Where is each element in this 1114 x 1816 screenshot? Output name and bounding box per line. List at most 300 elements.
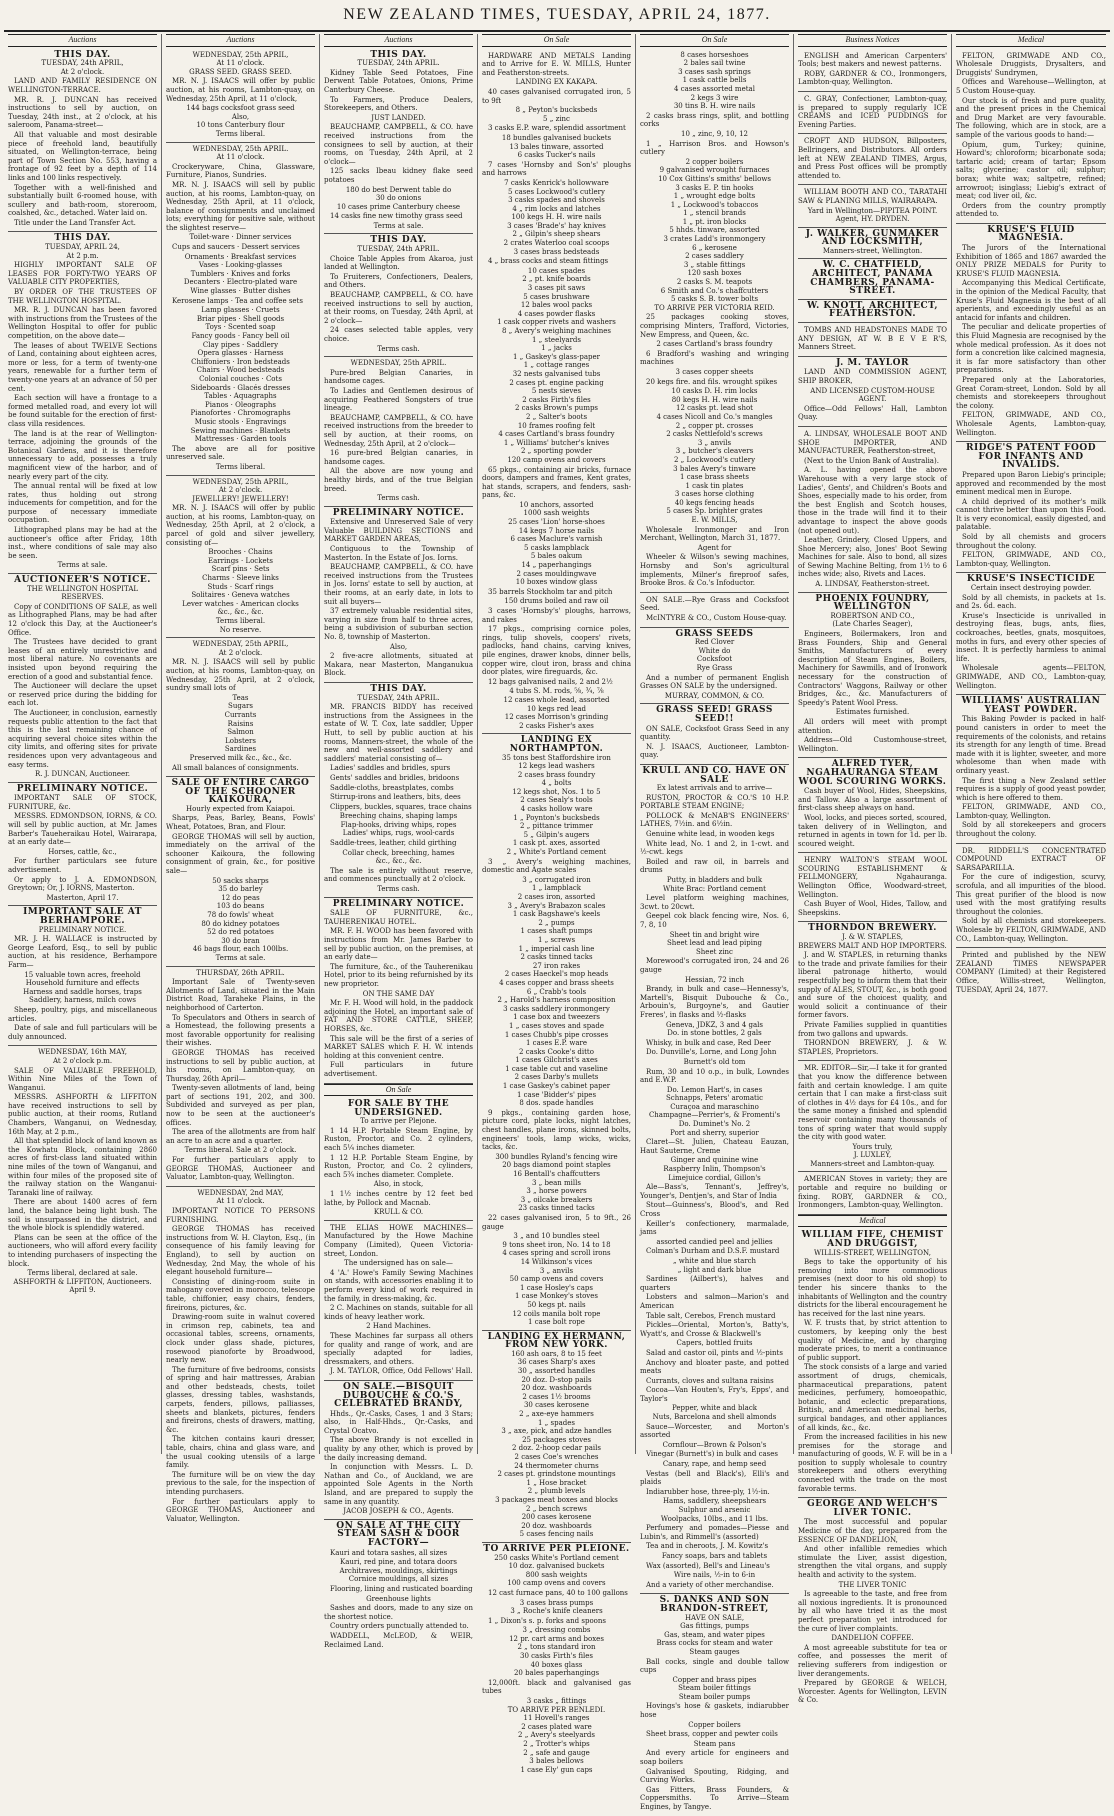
ad-line: 4 cases assorted metal [674, 84, 755, 93]
ad-line: Ladies' whips, rugs, wool-cards [342, 829, 455, 838]
ad-line: TUESDAY, 24th APRIL. [357, 693, 440, 702]
ad-line: Cash buyer of Wool, Hides, Sheepskins, and Tallow. Also a large assortment of first-class sheep always on hand. [798, 787, 947, 813]
ad-line: Raspberry Inlin, Thompson's [663, 1165, 766, 1174]
ad-line: Ornaments · Breakfast services [184, 252, 297, 261]
ad-line: 2 five-acre allotments, situated at Makara, near Masterton, Manganukua Block. [324, 652, 473, 678]
advertisement [324, 49, 473, 235]
ad-line: 14 Wilkinson's vices [520, 1257, 593, 1266]
ad-line: 25 cases 'Lion' horse-shoes [508, 518, 605, 527]
ad-line: Country orders punctually attended to. [330, 1622, 469, 1631]
ad-line: Address—Old Customhouse-street, Wellington. [798, 736, 947, 753]
ad-line: 30 casks Firth's files [519, 1652, 594, 1661]
ad-line: Extensive and Unreserved Sale of very Valuable BUILDING SECTIONS and MARKET GARDEN AREAS, [324, 518, 473, 544]
ad-line: All the above are now young and healthy birds, and of the true Belgian breed. [324, 467, 473, 493]
ad-line: Gas fittings, pumps [680, 1622, 749, 1631]
ad-line: 2 casks Fisher's axes [519, 721, 594, 730]
ad-line: FELTON, GRIMWADE AND CO., Wholesale Druggists, Drysalters, and Druggists' Sundrymen, [956, 51, 1106, 77]
ad-line: Cups and saucers · Dessert services [172, 243, 300, 252]
ad-line: Gents' saddles and bridles, bridoons [330, 773, 460, 782]
ad-line: McINTYRE & CO., Custom House-quay. [646, 614, 787, 622]
ad-line: 3 bales bellows [529, 1757, 584, 1766]
ad-line: 300 bundles Ryland's fencing wire [495, 1152, 618, 1161]
ad-line: 2 casks tinned tacks [520, 953, 593, 962]
ad-line: Morewood's corrugated iron, 24 and 26 gauge [640, 957, 789, 974]
ad-line: MR. F. H. WOOD has been favored with instructions from Mr. James Barber to sell by public auction, on the premises, at an early date— [324, 927, 473, 962]
ad-line: 2 casks Nettlefold's screws [666, 430, 763, 439]
ad-line: THURSDAY, 26th APRIL. [196, 968, 285, 977]
ad-line: Contiguous to the Township of Masterton. In the Estate of Jos. Iorns. [324, 545, 473, 562]
ad-line: 2 cases Sealy's tools [520, 796, 593, 805]
ad-line: 10 Cox Gittins's smiths' bellows [658, 174, 771, 183]
ad-line: 2 „ pumps [538, 918, 575, 927]
ad-line: And a variety of other merchandise. [646, 1580, 774, 1589]
ad-line: 2 cases Coe's wrenches [514, 1453, 599, 1461]
ad-line: 65 pkgs., containing air bricks, furnace doors, dampers and frames, Kent grates, hat stands, scrapers, and fenders, sash-pans, &c. [482, 465, 631, 500]
ad-line: 2 cases brass foundry [517, 770, 596, 779]
ad-line: Tea and in cheroots, J. M. Kowitz's [646, 1542, 769, 1551]
ad-line: 2 C. Machines on stands, suitable for all kinds of heavy leather work. [324, 1304, 473, 1321]
ad-line: 10 doz. galvanised buckets [508, 1562, 605, 1571]
ad-line: „ light and dark blue [677, 1265, 752, 1274]
advertisement [324, 1221, 473, 1381]
ad-line: AND LICENSED CUSTOM-HOUSE AGENT. [810, 386, 935, 404]
ad-line: The Jurors of the International Exhibition of 1865 and 1867 awarded the ONLY PRIZE MEDALS for Purity to KRUSE'S FLUID MAGNESIA. [956, 244, 1106, 278]
ad-line: Hams, saddlery, sheepshears [662, 1497, 767, 1506]
ad-line: Saddlery, harness, milch cows [29, 996, 136, 1005]
column-4 [478, 34, 636, 1774]
ad-line: All that valuable and most desirable piece of freehold land, beautifully situated, on Wellington-terrace, being part of Town Section No. 553, having a frontage of 92 feet by a depth of 114 links and 100 links respectively. [8, 130, 157, 182]
advertisement [798, 758, 947, 853]
ad-line: WILLIAMS' AUSTRALIAN YEAST POWDER. [961, 696, 1101, 715]
advertisement [956, 844, 1106, 949]
ad-line: 3 „ dressing combs [522, 1626, 591, 1635]
ad-line: 5 cases brushware [523, 292, 590, 301]
ad-line: KRUSE'S INSECTICIDE [966, 574, 1096, 585]
ad-line: Rum, 30 and 10 o.p., in bulk, Lowndes and E.W.P. [640, 1067, 789, 1085]
ad-line: Teas [232, 693, 249, 702]
ad-line: THE WELLINGTON HOSPITAL RESERVES. [26, 584, 139, 602]
ad-line: 5 hhds. tinware, assorted [669, 226, 760, 235]
advertisement [798, 259, 947, 299]
ad-line: TO ARRIVE PER VICTORIA REID. [654, 303, 775, 312]
ad-line: Fancy soaps, bars and tablets [661, 1551, 768, 1560]
ad-line: „ white and blue starch [672, 1256, 757, 1265]
ad-line: White Brac: Portland cement [663, 884, 766, 893]
ad-line: GRASS SEED. GRASS SEED. [189, 67, 292, 76]
ad-line: The Trustees have decided to grant leases of an entirely unrestrictive and most liberal nature. No covenants are insisted upon beyond requiring the erection of a good and substantial fence. [8, 638, 157, 681]
ad-line: The first thing a New Zealand settler requires is a supply of good yeast powder, which is here offered to them. [956, 776, 1106, 802]
ad-line: 2 cases plated ware [521, 1722, 592, 1731]
ad-line: 2 „ Trotter's whips [523, 1740, 590, 1748]
ad-line: Chiffoniers · Iron bedsteads [191, 357, 290, 366]
ad-line: LAND AND COMMISSION AGENT, SHIP BROKER, [798, 368, 947, 385]
ad-line: 2 „ Harold's harness composition [497, 996, 616, 1005]
ad-line: Choice Table Apples from Akaroa, just landed at Wellington. [324, 254, 473, 272]
ad-line: GEORGE THOMAS has received instructions to sell by public auction, at his rooms, on Lambton-quay, on Thursday, 26th April— [166, 1048, 315, 1083]
advertisement [166, 967, 315, 1187]
ad-line: 1 case Ely' gun caps [520, 1765, 593, 1774]
ad-line: FELTON, GRIMWADE, AND CO., Lambton-quay, Wellington. [956, 803, 1106, 820]
ad-line: Orders from the country promptly attended to. [956, 201, 1106, 219]
ad-line: To Ladies and Gentlemen desirous of acquiring Feathered Songsters of true lineage. [324, 386, 473, 413]
ad-line: Crockeryware, China, Glassware, Furniture, Pianos, Sundries. [166, 162, 315, 180]
ad-line: 5 nests sieves [531, 387, 582, 396]
advertisement [798, 1229, 947, 1498]
ad-line: 1 „ Poynton's bucksbeds [513, 813, 600, 822]
ad-line: &c., &c., &c. [375, 857, 422, 866]
column-header: On Sale [640, 34, 789, 47]
ad-line: 4 tubs S. M. rods, ⅝, ¾, ⅞ [509, 687, 604, 696]
ad-line: Port and sherry, superior [670, 1128, 759, 1137]
ad-line: 100 kegs H. H. wire nails [511, 213, 602, 222]
ad-line: Do. Dunville's, Lorne, and Long John [646, 1048, 777, 1057]
ad-line: 2 „ bench screws [526, 1504, 587, 1513]
ad-line: 2 „ sporting powder [520, 447, 593, 456]
ad-line: Pepper, white and black [671, 1404, 758, 1413]
ad-line: IMPORTANT SALE AT BERHAMPORE. [23, 907, 142, 926]
ad-line: 200 cases kerosene [521, 1513, 592, 1522]
ad-line: To arrive per Plejone. [360, 1117, 437, 1126]
ad-line: 50 sacks sharps [212, 876, 269, 885]
ad-line: assorted candied peel and jellies [656, 1237, 773, 1246]
ad-line: The peculiar and delicate properties of this Fluid Magnesia are recognised by the whole medical profession. As it does not form a concretion like calcined magnesia, it is far more satisfactory than other preparations. [956, 323, 1106, 375]
ad-line: 2 cases saddlery [685, 252, 744, 261]
ad-line: 4 „ rim locks and latches [512, 204, 601, 213]
ad-line: 16 pure-bred Belgian canaries, in handsome cages. [324, 449, 473, 466]
ad-line: MR. R. J. DUNCAN has received instructions to sell by auction, on Tuesday, 24th inst., at 2 o'clock, at his saleroom, Panama-street— [8, 95, 157, 130]
ad-line: 80 kegs H. H. wire nails [671, 395, 758, 404]
ad-line: Manners-street, Wellington. [822, 246, 923, 255]
ad-line: Brooches · Chains [208, 548, 273, 557]
ad-line: 1 12 H.P. Portable Steam Engine, by Ruston, Proctor, and Co. 2 cylinders, each 5¾ inches diameter. Complete. [324, 1153, 473, 1179]
ad-line: 3 bales Avery's tinware [673, 464, 756, 473]
ad-line: Offices and Warehouse—Wellington, at 5 Custom House-quay. [956, 78, 1106, 95]
ad-line: 2 bales sail twine [683, 59, 746, 68]
ad-line: (Late Charles Seager), [832, 620, 913, 629]
ad-line: 2 casks Brown's pumps [514, 404, 599, 413]
ad-line: 3 casks saddlery ironmongery [503, 1004, 610, 1013]
ad-line: 1 case Hosley's caps [520, 1283, 593, 1292]
ad-line: THIS DAY. [370, 49, 427, 60]
ad-line: 103 do beans [216, 902, 265, 911]
ad-line: 3 casks „ fittings [526, 1697, 587, 1706]
ad-line: WEDNESDAY, 2nd MAY, [197, 1188, 284, 1197]
ad-line: MR. N. J. ISAACS will sell by public auction, at his rooms, Lambton-quay, on Wednesday, 25th April, at 2 o'clock, sundry small lots of [166, 658, 315, 693]
ad-line: Sold by all storekeepers and grocers throughout the colony. [956, 821, 1106, 839]
ad-line: For further particulars apply to GEORGE THOMAS, Auctioneer and Valuator, Lambton-quay, Wellington. [166, 1156, 315, 1182]
ad-line: 3 „ Avery's Brabazon scales [507, 901, 606, 910]
advertisement [798, 228, 947, 260]
ad-line: 50 camp ovens and covers [509, 1275, 604, 1284]
ad-line: 2 cases mouldingwave [516, 569, 597, 578]
ad-line: 6 casks Tucker's nails [517, 151, 596, 160]
ad-line: Steam gauges [689, 1647, 740, 1656]
ad-line: The most successful and popular Medicine of the day, prepared from the ESSENCE OF DANDELION, [798, 1518, 947, 1544]
ad-line: 24 thermometer churns [514, 1461, 599, 1470]
ad-line: ON THE SAME DAY [362, 989, 435, 998]
ad-line: MURRAY, COMMON, & CO. [664, 691, 765, 700]
ad-line: Anchovy and bloater paste, and potted meats [640, 1358, 789, 1376]
ad-line: Private Families supplied in quantities from two gallons and upwards. [798, 1020, 947, 1038]
ad-line: 3 „ axe, pick, and adze handles [501, 1427, 612, 1436]
ad-line: The area of the allotments are from half an acre to an acre and a quarter. [166, 1128, 315, 1145]
ad-line: 16 Bentall's chaffcutters [513, 1170, 600, 1178]
ad-line: Terms cash. [377, 885, 420, 894]
ad-line: 11 Hovell's ranges [523, 1714, 590, 1723]
ad-line: Sugars [228, 702, 253, 711]
ad-line: Sheet lead and lead piping [667, 939, 762, 948]
ad-line: 9 pkgs., containing garden hose, picture cord, plate locks, night latches, chest handles, plane irons, skinned bolts, engineers' tools, lamp wicks, wicks, tacks, &c. [482, 1108, 631, 1152]
ad-line: Steam boiler pumps [678, 1692, 751, 1701]
ad-line: Kerosene lamps · Tea and coffee sets [172, 296, 303, 305]
ad-line: Agent, HY. DRYDEN. [835, 215, 910, 224]
ad-line: 5 „ Gilpin's augers [523, 830, 590, 839]
ad-line: LANDING EX KAKAPA. [515, 78, 598, 87]
ad-line: 3 „ and 10 bundles steel [513, 1232, 600, 1241]
ad-line: 3 „ butcher's cleavers [675, 447, 754, 456]
ad-line: GRASS SEEDS [675, 628, 754, 639]
ad-line: 15 valuable town acres, freehold [24, 970, 141, 979]
ad-line: Kidney Table Seed Potatoes, Fine Derwent Table Potatoes, Onions, Prime Canterbury Cheese. [324, 68, 473, 94]
ad-line: The furniture of five bedrooms, consists of spring and hair mattresses, Arabian and other bedsteads, chests, toilet glasses, dressing tables, washstands, carpets, fenders, pillows, palliasses, sheets and blankets, pictures, fenders and fireirons, chests of drawers, matting, &c. [166, 1365, 315, 1434]
ad-line: At 11 o'clock. [216, 1197, 265, 1206]
ad-line: 14 „ paperhangings [521, 561, 592, 570]
ad-line: HIGHLY IMPORTANT SALE OF LEASES FOR FORTY-TWO YEARS OF VALUABLE CITY PROPERTIES, [8, 261, 157, 287]
ad-line: 14 kegs 7 horse nails [518, 526, 595, 535]
ad-line: J. WALKER, GUNMAKER AND LOCKSMITH, [805, 228, 940, 248]
advertisement [798, 1061, 947, 1172]
ad-line: 2 „ White's Portland cement [506, 848, 607, 857]
ad-line: 1 „ Williams' butcher's knives [503, 438, 610, 447]
ad-line: MESSRS. ASHFORTH & LIFFITON have received instructions to sell by public auction, at their rooms, Rutland Chambers, Wanganui, on Wednesday, 16th May, at 2 p.m., [8, 1093, 157, 1136]
ad-line: TUESDAY, APRIL 24, [45, 243, 120, 252]
ad-line: Masterton, April 17. [46, 893, 119, 902]
ad-line: Terms liberal. Sale at 2 o'clock. [184, 1146, 297, 1155]
ad-line: BEAUCHAMP, CAMPBELL, & CO. have received instructions from the consignees to sell by auction, at their rooms, on Tuesday, 24th April, at 2 o'clock— [324, 123, 473, 166]
ad-line: 3 casks spades and shovels [508, 196, 605, 205]
ad-line: ON SALE, Cocksfoot Grass Seed in any quantity. [640, 724, 789, 742]
ad-line: FOR SALE BY THE UNDERSIGNED. [347, 1099, 450, 1118]
ad-line: Briar pipes · Shell goods [196, 314, 285, 323]
ad-line: 150 drums boiled and raw oil [504, 597, 609, 606]
ad-line: Mr. F. H. Wood will hold, in the paddock adjoining the Hotel, an important sale of FAT AND STORE CATTLE, SHEEP, HORSES, &c. [324, 999, 473, 1033]
ad-line: WEDNESDAY, 16th MAY, [38, 1048, 127, 1057]
advertisement [798, 134, 947, 185]
ad-line: R. J. DUNCAN, Auctioneer. [35, 770, 130, 779]
ad-line: 17 pkgs., comprising cornice poles, rings, tulip shovels, coopers' rivets, padlocks, hand chains, carving knives, pile engines, drawer knobs, dinner bells, copper wire, clout iron, brass and china door plates, wire fireguards, &c. [482, 625, 631, 677]
ad-line: 10 boxes window glass [515, 578, 598, 587]
ad-line: At 2 o'clock p.m. [52, 1056, 113, 1065]
ad-line: 2 doz. 2-hoop cedar pails [512, 1444, 601, 1453]
ad-line: MR. R. J. DUNCAN has been favored with instructions from the Trustees of the Wellington Hospital to offer for public competition, on the above date— [8, 306, 157, 340]
ad-line: Yard in Wellington—PIPITEA POINT. [807, 206, 938, 215]
advertisement [798, 427, 947, 593]
ad-line: Sold by all chemists and storekeepers. Wholesale by FELTON, GRIMWADE, AND CO., Lambton-quay, Wellington. [956, 917, 1106, 943]
ad-line: Ale—Bass's, Tennant's, Jeffrey's, Younger's, Dentjen's, and Star of India [640, 1183, 789, 1200]
advertisement [640, 593, 789, 628]
ad-line: Keiller's confectionery, marmalade, jams [640, 1219, 789, 1237]
ad-line: Horses, cattle, &c., [48, 847, 117, 856]
ad-line: Cornice mouldings, all sizes [348, 1575, 449, 1584]
column-6 [794, 34, 952, 1705]
ad-line: Wire nails, ½-in to 6-in [673, 1571, 756, 1580]
ad-line: J. and W. STAPLES, in returning thanks to the trade and private families for their liberal patronage hitherto, would respectfully beg to inform them that their supply of ALES, STOUT, &c., is both good and sure of the choicest quality, and would solicit a continuance of their former favors. [798, 951, 947, 1020]
ad-line: Kauri and totara sashes, all sizes [330, 1548, 448, 1557]
ad-line: Also, in stock, [373, 1180, 424, 1189]
ad-line: Copper and brass pipes [672, 1675, 757, 1684]
ad-line: 9 galvanised wrought furnaces [659, 166, 770, 175]
ad-line: Currants, cloves and sultana raisins [646, 1376, 774, 1385]
ad-line: 2 „ Avery's steelyards [518, 1731, 595, 1740]
ad-line: 40 boxes glass [530, 1660, 583, 1669]
ad-line: LAND AND FAMILY RESIDENCE ON WELLINGTON-TERRACE. [8, 77, 157, 94]
ad-line: Sold by all chemists, in packets at 1s. and 2s. 6d. each. [956, 593, 1106, 611]
ad-line: Pure-bred Belgian Canaries, in handsome cages. [324, 368, 473, 386]
advertisement [166, 638, 315, 777]
ad-line: KRUSE'S FLUID MAGNESIA. [987, 224, 1075, 244]
ad-line: At 2 o'clock. [60, 67, 105, 76]
ad-line: Sulphur and arsenic [678, 1506, 751, 1514]
ad-line: Terms cash. [377, 494, 420, 503]
ad-line: Nuts, Barcelona and shell almonds [652, 1413, 777, 1422]
ad-line: Ginger and quinine wine [670, 1156, 759, 1165]
ad-line: HAVE ON SALE, [684, 1613, 745, 1622]
ad-line: Wool, locks, and pieces sorted, scoured, taken delivery of in Wellington, and returned in agents in town for 1d. per lb. scoured weight. [798, 813, 947, 848]
ad-line: 3 cases brass bedsteads [513, 247, 600, 256]
ad-line: Capers, bottled fruits [676, 1339, 753, 1348]
ad-line: Clippers, buckles, squares, trace chains [330, 802, 472, 811]
ad-line: KRULL AND CO. HAVE ON SALE [642, 765, 787, 785]
ad-line: WEDNESDAY, 25th APRIL, [192, 50, 289, 59]
ad-line: THIS DAY. [54, 233, 111, 244]
ad-line: The annual rental will be fixed at low rates, thus holding out strong inducements for competition, and for the purpose of necessary immediate occupation. [8, 482, 157, 525]
ad-line: 3 „ Roche's knife cleaners [510, 1607, 603, 1616]
ad-line: 32 nests galvanised tubs [512, 369, 601, 378]
ad-line: Opium, gum, Turkey; quinine, Howard's; chloroform; bicarbonate soda; tartaric acid; cream of tartar; Epsom salts; glycerine; castor oil; sulphur; borax; white wax; saltpetre, refined; arrowroot; isinglass; Liebig's extract of meat; cod liver oil, &c. [956, 140, 1106, 201]
ad-line: BY ORDER OF THE TRUSTEES OF THE WELLINGTON HOSPITAL. [8, 288, 157, 305]
ad-line: 20 kegs fire. and fils. wrought spikes [646, 377, 778, 386]
ad-line: 10 kegs red lead [526, 704, 587, 713]
ad-line: Galvanised Spouting, Ridging, and Curving Works. [640, 1767, 789, 1785]
ad-line: Geepel cok black fencing wire, Nos. 6, 7, 8, 10 [640, 912, 789, 929]
ad-line: 120 camp ovens and covers [507, 455, 606, 464]
ad-line: 14 casks fine new timothy grass seed [330, 212, 463, 221]
advertisement [8, 49, 157, 233]
ad-line: Lamp glasses · Cruets [201, 306, 280, 315]
advertisement [798, 357, 947, 427]
ad-line: Currants [224, 710, 257, 719]
ad-line: Plans can be seen at the office of the auctioneers, who will afford every facility to intending purchasers of inspecting the block. [8, 1233, 157, 1268]
ad-line: 10 cases prime Canterbury cheese [336, 202, 461, 211]
ad-line: Curaçoa and maraschino [670, 1102, 759, 1111]
ad-line: Lobsters [225, 736, 256, 745]
ad-line: BEAUCHAMP, CAMPBELL, & CO. have received instructions from the Trustees in Jos. Iorns' estate to sell by auction, at their rooms, at an early date, in lots to suit all buyers— [324, 563, 473, 606]
ad-line: Pickles—Oriental, Morton's, Batty's, Wyatt's, and Crosse & Blackwell's [640, 1321, 789, 1338]
ad-line: All that splendid block of land known as the Kowhatu Block, containing 2860 acres of first-class land situated within nine miles of the town of Wanganui, and within four miles of the proposed site of the railway station on the Wanganui-Taranaki line of railway. [8, 1137, 157, 1197]
ad-line: 8 „ Peyton's bucksbeds [515, 106, 598, 115]
ad-line: TO ARRIVE PER PLEIONE. [483, 1543, 630, 1554]
ad-line: 2 cases Cartland's brass foundry [656, 340, 773, 349]
ad-line: MR. EDITOR—Sir,—I take it for granted that you know the difference between faith and certain knowledge. I am quite certain that I can make a first-class suit of clothes in 4½ days for £4 10s., and for the same money a finished and splendid reservoir containing many thousands of tons of spring water that would supply the city with good water. [798, 1064, 947, 1142]
ad-line: J. M. TAYLOR, Office, Odd Fellows' Hall. [330, 1367, 473, 1376]
ad-line: A. L. having opened the above Warehouse with a very large stock of Ladies', Gents', and Children's Boots and Shoes, especially made to his order, from the best English and Scotch houses, those in the trade will find it to their advantage to inspect the above goods (not opened out). [798, 466, 947, 535]
ad-line: 1 „ cases stoves and spade [509, 1021, 604, 1030]
ad-line: Terms liberal. [215, 617, 266, 625]
ad-line: 4 cases spring and scroll irons [502, 1249, 611, 1258]
ad-line: E. W. MILLS, [691, 516, 738, 525]
ad-line: Hhds., Qr.-Casks, Cases, 1 and 3 Stars; also, in Half-Hhds., Qr.-Casks, and Crystal Ocatvo. [324, 1409, 473, 1435]
advertisement [8, 783, 157, 907]
ad-line: Solitaires · Geneva watches [191, 591, 290, 600]
ad-line: 13 bales tinware, assorted [509, 142, 604, 151]
advertisement [166, 1187, 315, 1528]
ad-line: 12 kegs lead washers [518, 762, 595, 771]
ad-line: The Auctioneer will declare the upset or reserved price during the bidding for each lot. [8, 682, 157, 708]
ad-line: RUSTON, PROCTOR & CO.'S 10 H.P. PORTABLE STEAM ENGINE; [640, 793, 789, 811]
ad-line: Architraves, mouldings, skirtings [339, 1566, 458, 1575]
ad-line: ON SALE AT THE CITY STEAM SASH & DOOR FACTORY— [336, 1520, 461, 1548]
ad-line: Gas, steam, and water pipes [664, 1630, 765, 1639]
ad-line: Vestas (bell and Black's), Elli's and plaids [640, 1469, 789, 1487]
ad-line: 12 pr. cart arms and boxes [509, 1634, 604, 1643]
ad-line: 1 case box and tweezers [513, 1013, 600, 1022]
ad-line: Is agreeable to the taste, and free from all noxious ingredients. It is pronounced by all who have tried it as the most perfect preparation yet introduced for the cure of liver complaints. [798, 1590, 947, 1633]
ad-line: MR. J. H. WALLACE is instructed by George Leaford, Esq., to sell by public auction, at his residence, Berhampore Farm— [8, 935, 157, 969]
ad-line: Harness and saddle horses, traps [23, 987, 142, 996]
ad-line: 12 cast furnace pans, 40 to 100 gallons [488, 1588, 628, 1597]
ad-line: BEAUCHAMP, CAMPBELL, & CO. have received instructions from the breeder to sell by auction, at their rooms, on Wednesday, 25th April, at 2 o'clock— [324, 413, 473, 448]
ad-line: 12 cases whole lead, assorted [503, 695, 610, 704]
ad-line: At 2 o'clock. [218, 486, 263, 495]
ad-line: ASHFORTH & LIFFITON, Auctioneers. [13, 1277, 152, 1286]
ad-line: 2 Hand Machines. [366, 1322, 431, 1331]
ad-line: Leather, Grindery, Closed Uppers, and Shoe Mercery; also, Jones' Boot Sewing Machines for sale. Also to bond, all sizes of Sewing Machine Belting, from 1½ to 6 inches wide; also, Rivets and Laces. [798, 536, 947, 579]
ad-line: 37 extremely valuable residential sites, varying in size from half to three acres, being a subdivision of suburban section No. 8, township of Masterton. [324, 607, 473, 641]
ad-line: To Speculators and Others in search of a Homestead, the following presents a most favorable opportunity for realising their wishes. [166, 1013, 315, 1048]
ad-line: 1 case brass sheets [680, 473, 749, 482]
ad-line: 30 do bran [221, 936, 260, 945]
ad-line: MR. FRANCIS BIDDY has received instructions from the Assignees in the estate of W. T. Cox, late saddler, Upper Hutt, to sell by public auction at his rooms, Manners-street, the whole of the new and well-assorted saddlery and saddlers' material consisting of— [324, 703, 473, 763]
section-header: Medical [798, 1215, 947, 1228]
ad-line: Estimates furnished. [835, 708, 910, 717]
ad-line: 1 „ steelyards [531, 335, 581, 344]
advertisement [482, 49, 631, 735]
ad-line: 1 case Gaskey's cabinet paper [502, 1082, 611, 1091]
ad-line: Pianofortes · Chromographs [190, 409, 291, 418]
ad-line: 2 „ Lockwood's cutlery [673, 455, 756, 464]
ad-line: 1 „ Harrison Bros. and Howson's cutlery [640, 139, 789, 157]
ad-line: 4 cases Cartland's brass foundry [498, 430, 615, 439]
column-header: Medical [956, 34, 1106, 47]
ad-line: 1 case 'Bidder's' pipes [516, 1090, 597, 1099]
ad-line: GEORGE THOMAS has received instructions from W. H. Clayton, Esq., (in consequence of his family leaving for England), to sell by auction on Wednesday, 2nd May, the whole of his elegant household furniture— [166, 1225, 315, 1277]
ad-line: FELTON, GRIMWADE, AND CO., Wholesale Agents, Lambton-quay, Wellington. [956, 411, 1106, 437]
advertisement [956, 948, 1106, 998]
ad-line: Champagne—Perrier's, & Fromenti's [648, 1111, 781, 1120]
advertisement [166, 777, 315, 966]
ad-line: Boiled and raw oil, in barrels and drums [640, 857, 789, 875]
ad-line: MR. N. J. ISAACS will offer by public auction, at his rooms, Lambton-quay, on Wednesday, 25th April, at 2 o'clock, a parcel of gold and silver jewellery, consisting of— [166, 504, 315, 547]
ad-line: Table salt, Cerebos, French mustard [646, 1311, 776, 1320]
column-3 [320, 34, 478, 1649]
ad-line: 100 camp ovens and covers [507, 1579, 606, 1588]
ad-line: White lead, No. 1 and 2, in 1-cwt. and ½-cwt. kegs [640, 839, 789, 857]
advertisement [798, 185, 947, 227]
ad-line: Date of sale and full particulars will be duly announced. [8, 1024, 157, 1041]
ad-line: Brandy, in bulk and case—Hennessy's, Martell's, Bisquit Dubouche & Co., Arbouin's, Burgoyne's, and Gautier Freres', in flasks and ½-flasks [640, 985, 789, 1019]
advertisement [324, 1381, 473, 1520]
ad-line: ON SALE.—BISQUIT DUBOUCHE & CO.'S CELEBRATED BRANDY, [334, 1381, 463, 1410]
